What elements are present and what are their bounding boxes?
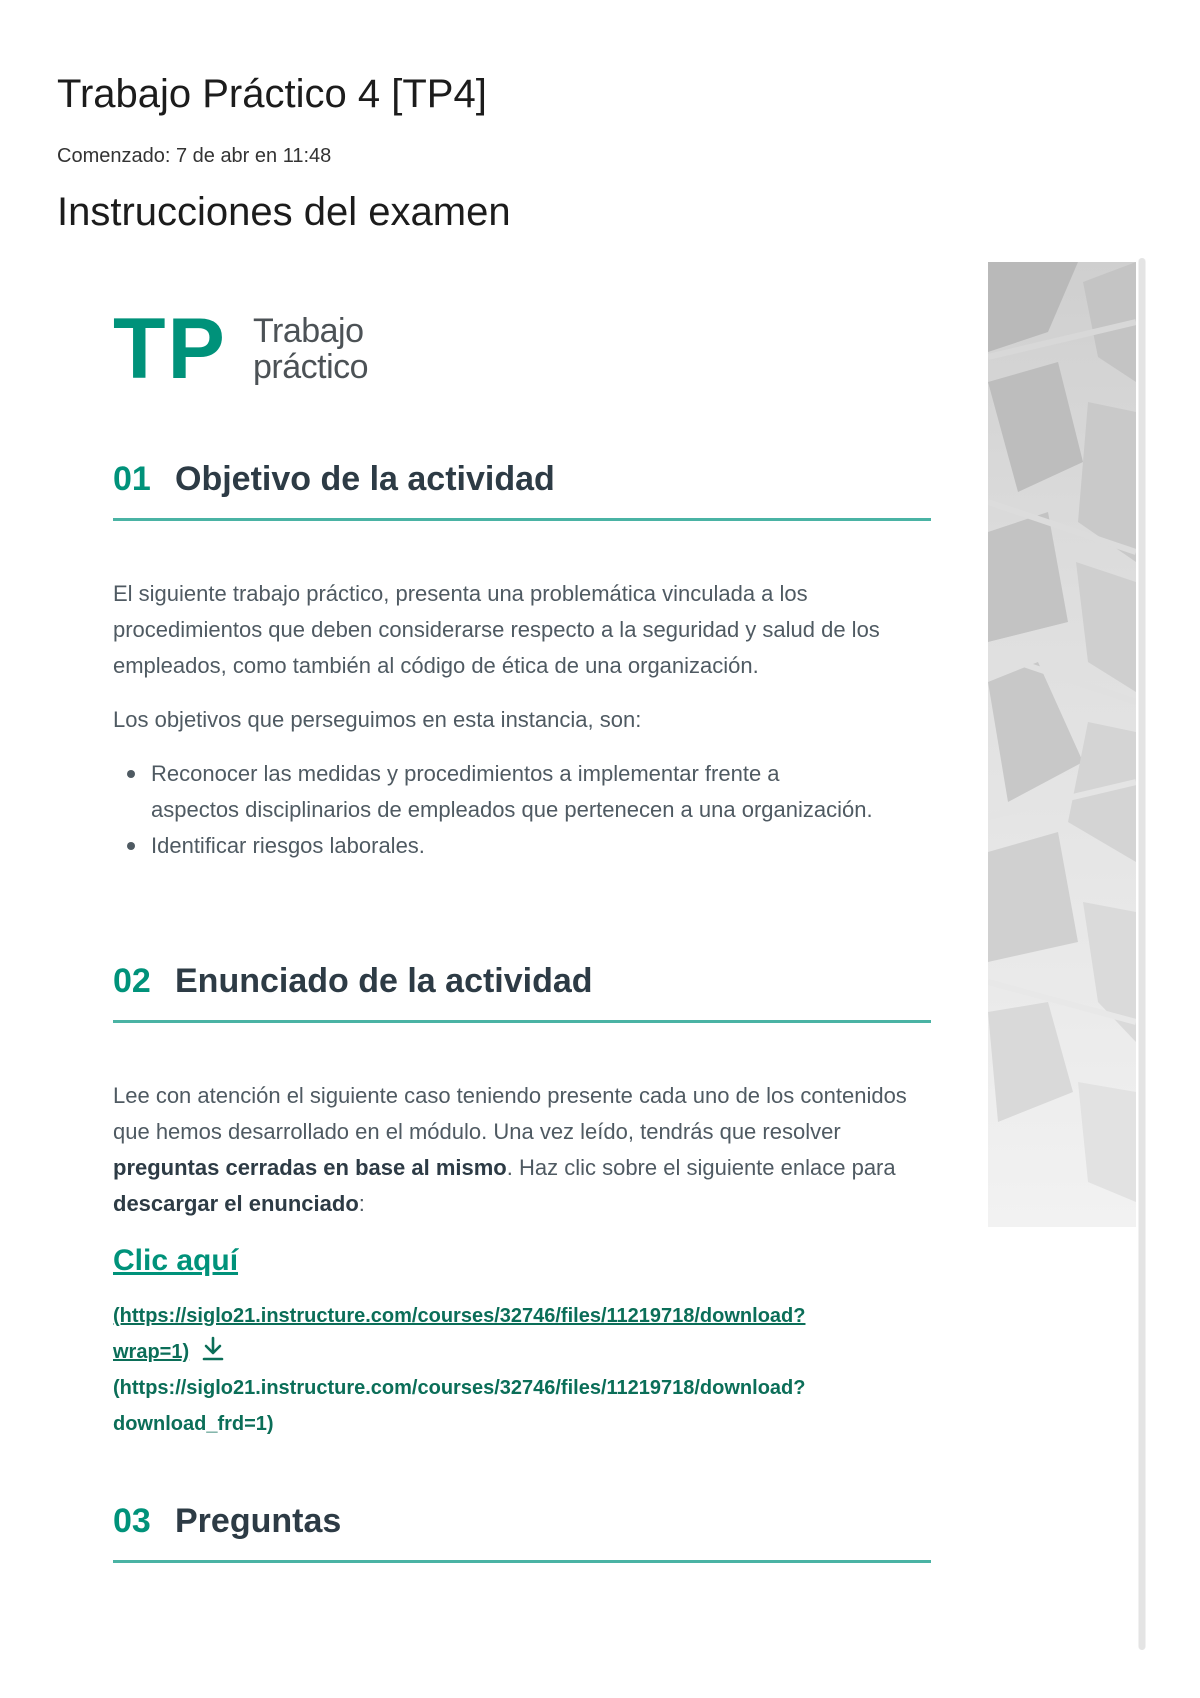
started-timestamp: Comenzado: 7 de abr en 11:48 [57,145,332,167]
bold-text: preguntas cerradas en base al mismo [113,1155,507,1180]
decorative-side-image [988,262,1136,1227]
download-link[interactable]: Clic aquí [113,1244,239,1277]
objectives-list [113,756,873,864]
list-item: Identificar riesgos laborales. [113,828,873,864]
download-url-2[interactable]: (https://siglo21.instructure.com/courses/32746/files/11219718/download? download_frd=1) [113,1377,806,1435]
bullet-icon [127,770,135,778]
list-item: Reconocer las medidas y procedimientos a implementar frente a aspectos disciplinarios de empleados que pertenecen a una organización. [113,756,873,828]
section-divider [113,1020,931,1023]
objective-paragraph: El siguiente trabajo práctico, presenta una problemática vinculada a los procedimientos que deben considerarse respecto a la seguridad y salud de los empleados, como también al código de ética de una organización. [113,581,880,678]
statement-paragraph: Lee con atención el siguiente caso teniendo presente cada uno de los contenidos que hemos desarrollado en el módulo. Una vez leído, tendrás que resolver preguntas cerradas en base al mismo. Haz clic sobre el siguiente enlace para descargar el enunciado: [113,1083,907,1216]
architecture-pattern-icon [988,262,1136,1227]
section-title: Objetivo de la actividad [175,460,555,498]
download-url-1[interactable]: (https://siglo21.instructure.com/courses/32746/files/11219718/download? wrap=1) [113,1298,913,1374]
section-01-header [113,460,931,520]
section-number: 03 [113,1502,151,1540]
bullet-icon [127,842,135,850]
logo-word-1: Trabajo [253,312,364,350]
page-title: Trabajo Práctico 4 [TP4] [57,72,487,116]
section-03-header [113,1502,931,1562]
section-number: 01 [113,460,151,498]
download-icon[interactable] [201,1336,225,1374]
bold-text: descargar el enunciado [113,1191,359,1216]
section-02-header [113,962,931,1022]
logo-letters: TP [113,301,227,397]
section-divider [113,1560,931,1563]
scrollbar-thumb[interactable] [1139,258,1145,1650]
instructions-title: Instrucciones del examen [57,190,511,234]
section-title: Preguntas [175,1502,342,1540]
section-divider [113,518,931,521]
section-number: 02 [113,962,151,1000]
section-title: Enunciado de la actividad [175,962,593,1000]
objectives-intro: Los objetivos que perseguimos en esta instancia, son: [113,707,642,732]
logo-word-2: práctico [253,348,369,386]
